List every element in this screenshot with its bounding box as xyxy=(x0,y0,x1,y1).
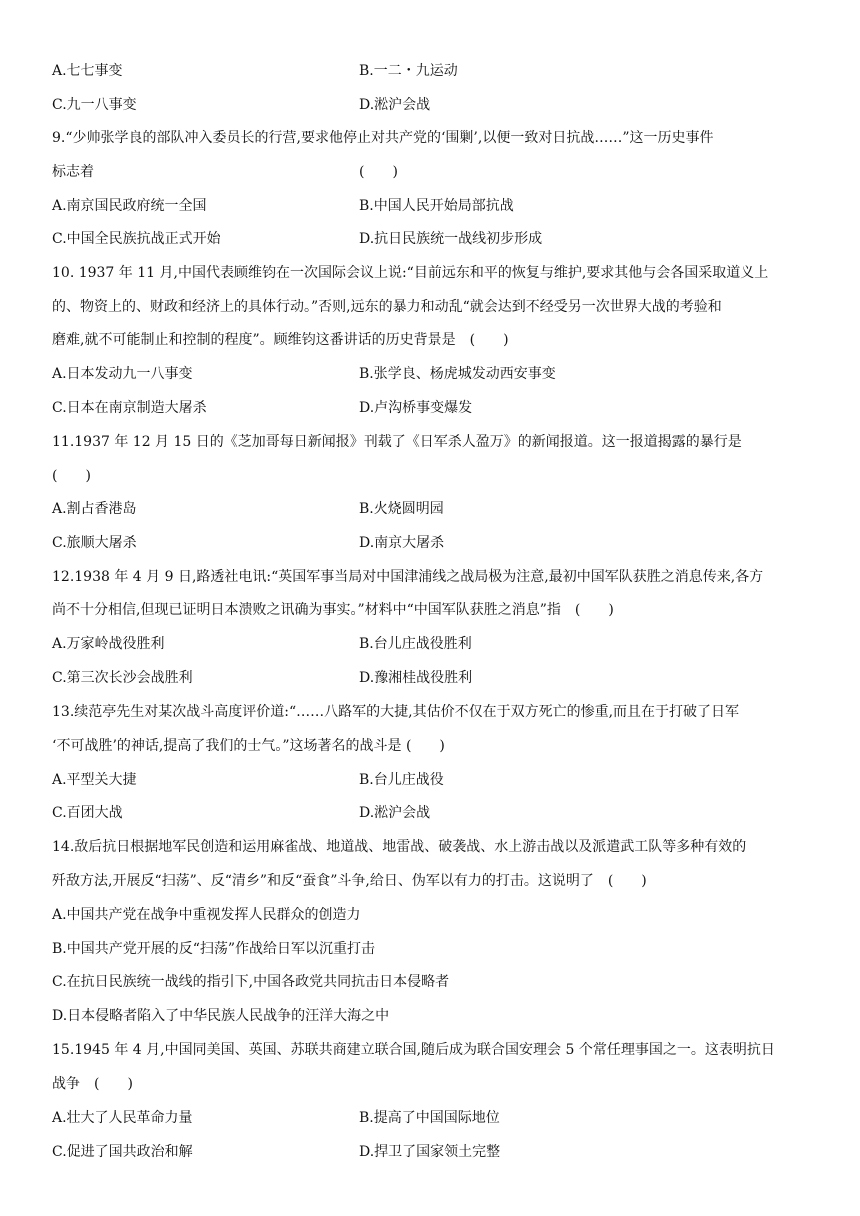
option-left: A.七七事变 xyxy=(52,63,123,79)
option-row xyxy=(52,770,812,790)
option-row xyxy=(52,162,812,182)
option-left: 标志着 xyxy=(52,164,94,180)
question-text-line: ( ) xyxy=(52,468,91,484)
question-text-line: 10. 1937 年 11 月,中国代表顾维钧在一次国际会议上说:“目前远东和平的恢复与维护,要求其他与会各国采取道义上 xyxy=(52,265,769,281)
option-right: D.淞沪会战 xyxy=(359,97,431,113)
question-text-line: 12.1938 年 4 月 9 日,路透社电讯:“英国军事当局对中国津浦线之战局极为注意,最初中国军队获胜之消息传来,各方 xyxy=(52,569,764,585)
option-left: C.日本在南京制造大屠杀 xyxy=(52,400,207,416)
question-text-line: ‘不可战胜’的神话,提高了我们的士气。”这场著名的战斗是 ( ) xyxy=(52,738,445,754)
question-text-line: 9.“少帅张学良的部队冲入委员长的行营,要求他停止对共产党的‘围剿’,以便一致对日抗战……”这一历史事件 xyxy=(52,130,714,146)
question-text-line: 15.1945 年 4 月,中国同美国、英国、苏联共商建立联合国,随后成为联合国安理会 5 个常任理事国之一。这表明抗日 xyxy=(52,1042,775,1058)
option-row xyxy=(52,634,812,654)
option-row xyxy=(52,499,812,519)
option-right: D.淞沪会战 xyxy=(359,805,431,821)
option-left: C.九一八事变 xyxy=(52,97,137,113)
option-left: C.旅顺大屠杀 xyxy=(52,535,137,551)
option-left: C.促进了国共政治和解 xyxy=(52,1144,193,1160)
option-row xyxy=(52,1142,812,1162)
option-right: D.捍卫了国家领土完整 xyxy=(359,1144,501,1160)
question-text-line: B.中国共产党开展的反“扫荡”作战给日军以沉重打击 xyxy=(52,941,376,957)
option-left: A.南京国民政府统一全国 xyxy=(52,198,207,214)
option-right: B.台儿庄战役 xyxy=(359,772,444,788)
option-right: D.南京大屠杀 xyxy=(359,535,445,551)
option-right: B.火烧圆明园 xyxy=(359,501,444,517)
option-left: A.割占香港岛 xyxy=(52,501,137,517)
option-row xyxy=(52,1108,812,1128)
question-text-line: C.在抗日民族统一战线的指引下,中国各政党共同抗击日本侵略者 xyxy=(52,974,450,990)
option-right: B.提高了中国国际地位 xyxy=(359,1110,500,1126)
option-left: C.中国全民族抗战正式开始 xyxy=(52,231,221,247)
option-row xyxy=(52,364,812,384)
option-row xyxy=(52,803,812,823)
question-text-line: 战争 ( ) xyxy=(52,1076,133,1092)
option-left: A.壮大了人民革命力量 xyxy=(52,1110,193,1126)
option-right: B.张学良、杨虎城发动西安事变 xyxy=(359,366,556,382)
question-text-line: 磨难,就不可能制止和控制的程度”。顾维钧这番讲话的历史背景是 ( ) xyxy=(52,332,509,348)
option-right: D.卢沟桥事变爆发 xyxy=(359,400,473,416)
option-left: C.第三次长沙会战胜利 xyxy=(52,670,193,686)
question-text-line: 13.续范亭先生对某次战斗高度评价道:“……八路军的大捷,其估价不仅在于双方死亡的惨重,而且在于打破了日军 xyxy=(52,704,740,720)
question-text-line: 尚不十分相信,但现已证明日本溃败之讯确为事实。”材料中“中国军队获胜之消息”指 ( ) xyxy=(52,602,614,618)
question-text-line: 的、物资上的、财政和经济上的具体行动。”否则,远东的暴力和动乱“就会达到不经受另一次世界大战的考验和 xyxy=(52,299,722,315)
option-right: D.抗日民族统一战线初步形成 xyxy=(359,231,543,247)
option-right: D.豫湘桂战役胜利 xyxy=(359,670,473,686)
option-row xyxy=(52,533,812,553)
option-right: ( ) xyxy=(359,164,398,180)
question-text-line: D.日本侵略者陷入了中华民族人民战争的汪洋大海之中 xyxy=(52,1008,390,1024)
option-left: A.万家岭战役胜利 xyxy=(52,636,165,652)
option-left: A.平型关大捷 xyxy=(52,772,137,788)
option-row xyxy=(52,95,812,115)
question-text-line: A.中国共产党在战争中重视发挥人民群众的创造力 xyxy=(52,907,361,923)
option-row xyxy=(52,668,812,688)
option-left: A.日本发动九一八事变 xyxy=(52,366,193,382)
option-right: B.一二・九运动 xyxy=(359,63,458,79)
option-right: B.中国人民开始局部抗战 xyxy=(359,198,514,214)
question-text-line: 歼敌方法,开展反“扫荡”、反“清乡”和反“蚕食”斗争,给日、伪军以有力的打击。这说明了 ( ) xyxy=(52,873,647,889)
option-row xyxy=(52,229,812,249)
question-text-line: 11.1937 年 12 月 15 日的《芝加哥每日新闻报》刊载了《日军杀人盈万》的新闻报道。这一报道揭露的暴行是 xyxy=(52,434,742,450)
question-text-line: 14.敌后抗日根据地军民创造和运用麻雀战、地道战、地雷战、破袭战、水上游击战以及派遣武工队等多种有效的 xyxy=(52,839,747,855)
option-row xyxy=(52,61,812,81)
option-row xyxy=(52,398,812,418)
option-left: C.百团大战 xyxy=(52,805,123,821)
option-right: B.台儿庄战役胜利 xyxy=(359,636,472,652)
option-row xyxy=(52,196,812,216)
